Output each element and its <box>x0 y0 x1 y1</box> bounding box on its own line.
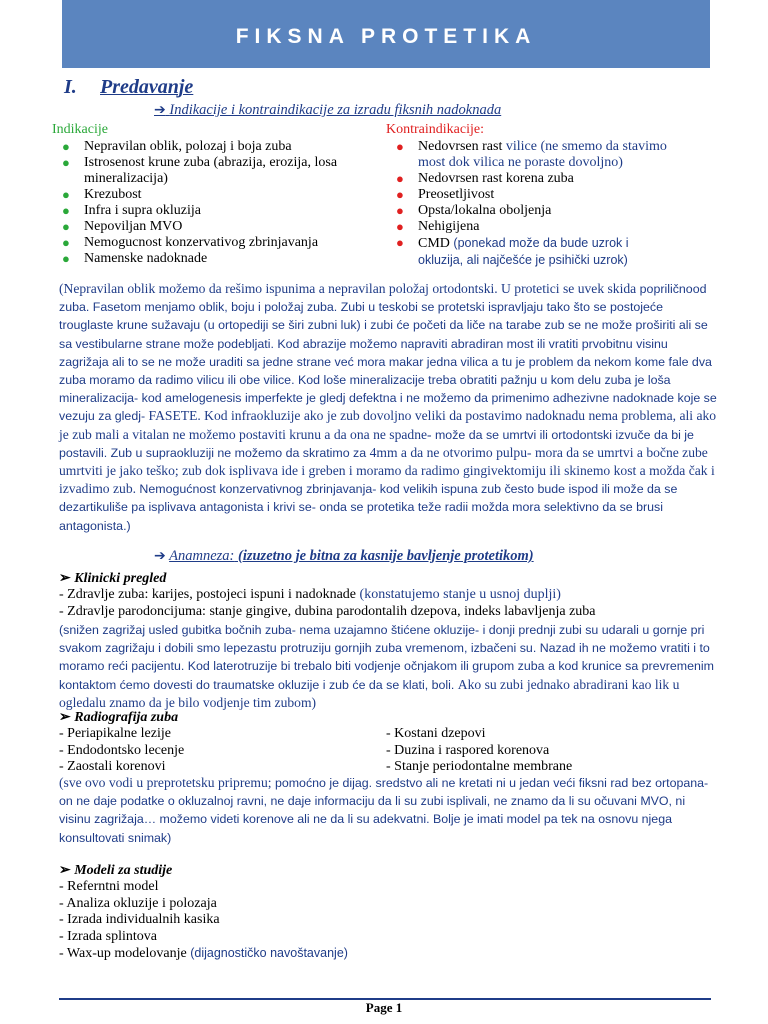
list-item: - Izrada individualnih kasika <box>59 912 220 927</box>
contraindications-heading: Kontraindikacije: <box>386 122 484 137</box>
item-text: Nedovrsen rast korena zuba <box>418 171 574 186</box>
clinical-line-2: - Zdravlje parodoncijuma: stanje gingive, dubina parodontalih dzepova, indeks labavljenja zuba <box>59 604 596 619</box>
paragraph-text: (sve ovo vodi u preprotetsku pripremu; <box>59 775 275 790</box>
clinical-line-1 <box>59 587 561 603</box>
paragraph-text: (Nepravilan oblik možemo da rešimo ispunima a nepravilan položaj ortodontski. U protetici se uvek skida <box>59 281 637 296</box>
study-models-list <box>59 879 348 963</box>
list-item: - Analiza okluzije i polozaja <box>59 895 217 911</box>
study-models-heading <box>59 862 172 879</box>
indications-list <box>52 139 382 267</box>
list-item <box>52 219 382 235</box>
paragraph-text: (snižen zagrižaj usled gubitka bočnih zuba- nema uzajamno štićene okluzije- i donji prednji zubi su udarali u gornje pri svakom zagrižaju i dobili smo lepezastu protruziju gornjih zuba vremenom, izbačeni su. Nazad ih ne možemo vratiti i to moramo reći pacijentu. Kod laterotruzije bi trebalo biti vodjenje očnjakom ili grupom zuba a kod krunice sa prevremenim kontaktom ćemo dovesti do traumatske okluzije i zub će da se klati, boli. <box>59 623 714 692</box>
radiography-heading <box>59 709 178 726</box>
bullet-icon: ● <box>62 187 70 202</box>
chevron-right-icon: ➢ <box>59 571 71 586</box>
item-text: Istrosenost krune zuba (abrazija, erozija, losa mineralizacija) <box>84 155 338 186</box>
item-text: Namenske nadoknade <box>84 251 208 266</box>
list-item <box>52 139 382 155</box>
bullet-icon: ● <box>396 219 404 234</box>
paragraph-text: može da se umrtvi ili ortodontski izvuče da bi je postavili. Zub u supraokluziji ne možemo da skratimo za <box>59 427 694 460</box>
clinical-exam-heading-text: Klinicki pregled <box>74 571 167 586</box>
list-item: - Kostani dzepovi <box>386 726 486 741</box>
anamnesis-label: Anamneza: <box>169 548 235 564</box>
item-text: vilice <box>505 139 537 154</box>
paragraph-text: pomoćno je dijag. sredstvo ali ne kretati ni u jedan veći fiksni rad bez ortopana- on ne daje podatke o okluzalnoj ravni, ne daje informaciju da li su zubi isplivali, ne znamo da li su očuvani MVO, ni visinu zagrižaja… možemo videti korenove ali ne da li su adekvatni. Bolje je imati model pa tek na osnovu njega konsultovati snimak) <box>59 776 709 845</box>
item-text: Nepravilan oblik, polozaj i boja zuba <box>84 139 292 154</box>
bullet-icon: ● <box>396 235 404 250</box>
list-item <box>386 235 676 269</box>
bullet-icon: ● <box>62 251 70 266</box>
indications-column <box>52 122 382 267</box>
item-text: Nepoviljan MVO <box>84 219 183 234</box>
paragraph-text: Ako su zubi jednako abradirani kao lik u ogledalu znamo da je bilo vodjenje tim zubom) <box>59 676 680 710</box>
item-note: (dijagnostičko navoštavanje) <box>190 946 348 960</box>
paragraph-text: FASETE. Kod infraokluzije ako je zub dovoljno veliki da postavimo nadoknadu nema problema, ali ako je zub mali a vitalan ne možemo postaviti krunu a da ona ne spadne- <box>59 408 717 442</box>
bullet-icon: ● <box>396 187 404 202</box>
list-item <box>52 155 382 187</box>
list-item <box>52 187 382 203</box>
item-text: Krezubost <box>84 187 142 202</box>
bullet-icon: ● <box>62 235 70 250</box>
right-arrow-icon: ➔ <box>154 548 166 564</box>
line-note: (konstatujemo stanje u usnoj duplji) <box>359 587 561 602</box>
bullet-icon: ● <box>62 219 70 234</box>
study-models-heading-text: Modeli za studije <box>74 863 173 878</box>
item-text: Nemogucnost konzervativog zbrinjavanja <box>84 235 319 250</box>
list-item: - Zaostali korenovi <box>59 759 166 774</box>
item-text: Opsta/lokalna oboljenja <box>418 203 552 218</box>
paragraph-text: Nemogućnost konzervativnog zbrinjavanja- kod velikih ispuna zub često bude ispod ili može da se dezartikuliše pa isplivava antagonista i krivi se- onda se protetika teže radii možda mora selektivno da se brusi antagonista.) <box>59 482 678 533</box>
anamnesis-note: (izuzetno je bitna za kasnije bavljenje protetikom) <box>234 548 534 564</box>
bullet-icon: ● <box>62 203 70 218</box>
list-item: - Periapikalne lezije <box>59 726 171 741</box>
chevron-right-icon: ➢ <box>59 863 71 878</box>
explanation-paragraph-2 <box>59 621 719 712</box>
chevron-right-icon: ➢ <box>59 710 71 725</box>
list-item: - Izrada splintova <box>59 928 157 944</box>
item-note: (ponekad može da bude uzrok i okluzija, ali najčešće je psihički uzrok) <box>418 236 629 267</box>
list-item <box>386 187 676 203</box>
section-heading <box>64 76 193 99</box>
paragraph-text: 4mm a da ne otvorimo pulpu- mora da se umrtvi a bočne zube umrtviti je jako teško; zub dok isplivava ide i greben i moramo da radimo gingivektomiju ili skinemo kost a možda čak i izvadimo zub. <box>59 444 715 497</box>
list-item <box>386 219 676 235</box>
list-item: - Stanje periodontalne membrane <box>386 759 573 774</box>
anamnesis-title <box>154 548 534 565</box>
paragraph-text: popriličnood zuba. Fasetom menjamo oblik, boju i položaj zuba. Zubi u teskobi se protetski ispravljaju tako što se postojeće trouglaste krune sužavaju (u ortopediji se širi zubni luk) i zubi će početi da liče na tarabe zub se ne može proširiti ali se sa vestibularne strane može podebljati. Kod abrazije možemo napraviti abradiran most ili vratiti prvobitnu visinu zagrižaja ali to se ne može uraditi sa jedne strane već mora makar jedna vilica a tu je problem da nekom kome fale dva zuba moramo da radimo vilicu ili obe vilice. Kod loše mineralizacije treba obratiti pažnju u kom delu zuba je loša mineralizacija- kod amelogenesis imperfekte je gledj defektna i ne možemo da primenimo adhezivne nadoknade koje se vezuju za gledj- <box>59 282 717 424</box>
page-number: Page 1 <box>365 1000 403 1015</box>
list-item <box>59 945 348 963</box>
list-item <box>52 235 382 251</box>
indications-heading: Indikacije <box>52 122 108 137</box>
indications-title <box>154 102 501 119</box>
bullet-icon: ● <box>396 203 404 218</box>
item-note: (ne smemo da stavimo most dok vilica ne poraste dovoljno) <box>418 139 667 170</box>
bullet-icon: ● <box>62 139 70 154</box>
bullet-icon: ● <box>396 139 404 154</box>
list-item: - Endodontsko lecenje <box>59 742 185 758</box>
item-text: Preosetljivost <box>418 187 495 202</box>
list-item <box>52 203 382 219</box>
list-item: - Duzina i raspored korenova <box>386 742 550 758</box>
section-title: Predavanje <box>100 76 194 98</box>
list-item <box>52 251 382 267</box>
list-item <box>386 171 676 187</box>
list-item: - Referntni model <box>59 879 159 894</box>
title-banner: FIKSNA PROTETIKA <box>62 0 710 68</box>
contraindications-list <box>386 139 676 269</box>
line-text: - Zdravlje zuba: karijes, postojeci ispuni i nadoknade <box>59 587 360 602</box>
item-text: CMD <box>418 236 454 251</box>
list-item <box>386 203 676 219</box>
contraindications-column <box>386 122 676 269</box>
indications-title-text: Indikacije i kontraindikacije za izradu fiksnih nadoknada <box>169 102 502 118</box>
item-text: Nehigijena <box>418 219 480 234</box>
bullet-icon: ● <box>62 155 70 170</box>
bullet-icon: ● <box>396 171 404 186</box>
radiography-heading-text: Radiografija zuba <box>74 710 179 725</box>
item-text: - Wax-up modelovanje <box>59 946 191 961</box>
radiography-list <box>59 726 719 776</box>
right-arrow-icon: ➔ <box>154 102 166 118</box>
clinical-exam-heading <box>59 570 166 587</box>
section-number: I. <box>64 76 77 98</box>
explanation-paragraph-3 <box>59 774 719 847</box>
list-item <box>386 139 676 171</box>
item-text: Nedovrsen rast <box>418 139 506 154</box>
item-text: Infra i supra okluzija <box>84 203 202 218</box>
explanation-paragraph-1 <box>59 280 719 535</box>
